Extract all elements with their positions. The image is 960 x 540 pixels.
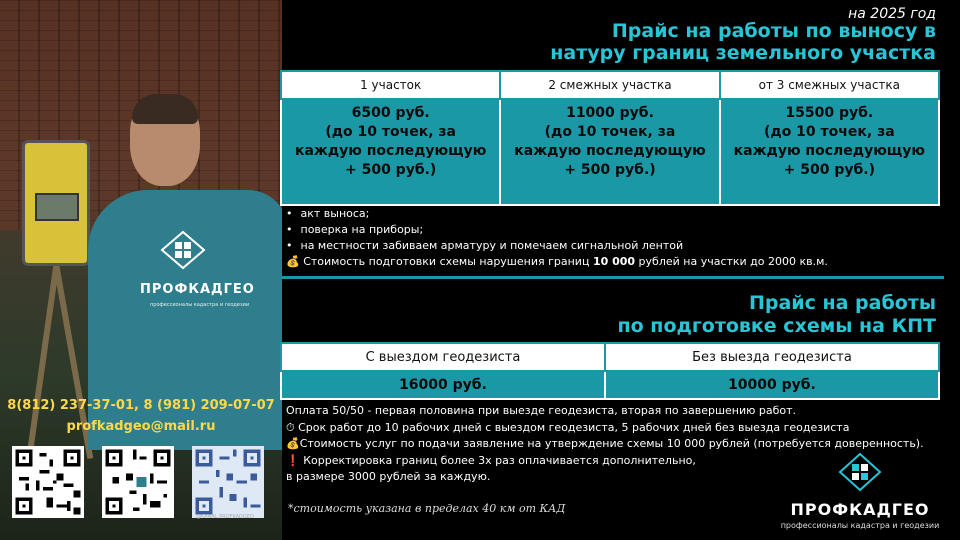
filing-text: Стоимость услуг по подачи заявление на утверждение схемы 10 000 рублей (потребуется доверенность). [299,437,924,450]
price-note: (до 10 точек, за каждую последующую + 500 руб.) [514,124,706,178]
shirt-logo-icon [160,230,206,270]
brand-logo-icon [838,452,882,492]
price-title-1 [550,20,936,64]
correction-note-line2: в размере 3000 рублей за каждую. [286,470,491,483]
price-title-2 [618,292,936,338]
contacts-block [0,398,282,434]
table-header-row [281,71,939,99]
qr-code-2[interactable] [102,446,174,518]
shirt-brand-text: ПРОФКАДГЕО [140,282,255,297]
title-line: по подготовке схемы на КПТ [617,315,936,337]
price-cell: 16000 руб. [281,371,605,399]
table-header-row [281,343,939,371]
price-value: 15500 руб. [785,105,874,121]
price-value: 11000 руб. [566,105,654,121]
stopwatch-icon: ⏱ [286,420,295,434]
column-header: 1 участок [281,71,500,99]
cost-note-suffix: рублей на участки до 2000 кв.м. [635,255,828,268]
title-line: Прайс на работы по выносу в [611,20,936,42]
price-note: (до 10 точек, за каждую последующую + 500 руб.) [294,124,487,178]
correction-text: Корректировка границ более 3х раз оплачивается дополнительно, [303,453,696,467]
total-station-icon [22,140,90,266]
price-cell [720,99,939,205]
brand-block [780,452,940,530]
shirt-brand-subtext: профессионалы кадастра и геодезии [150,302,250,308]
brand-tagline: профессионалы кадастра и геодезии [780,521,940,530]
included-services-list [286,206,828,270]
price-cell [500,99,719,205]
column-header: 2 смежных участка [500,71,719,99]
price-table-2 [280,342,940,400]
column-header: Без выезда геодезиста [605,343,939,371]
qr-code-3[interactable] [192,446,264,518]
list-item: • акт выноса; [286,206,828,222]
footnote: *стоимость указана в пределах 40 км от КАД [288,502,566,515]
exclamation-icon: ❗ [286,453,300,467]
column-header: от 3 смежных участка [720,71,939,99]
price-cell: 10000 руб. [605,371,939,399]
money-bag-icon: 💰 [286,255,300,268]
list-item: • на местности забиваем арматуру и помечаем сигнальной лентой [286,238,828,254]
section-divider [282,276,944,279]
price-cell [281,99,500,205]
price-table-1 [280,70,940,206]
cost-note-prefix: Стоимость подготовки схемы нарушения границ [303,255,593,268]
price-value: 6500 руб. [351,105,430,121]
phone-numbers[interactable]: 8(812) 237-37-01, 8 (981) 209-07-07 [7,398,275,413]
column-header: С выездом геодезиста [281,343,605,371]
list-item: • поверка на приборы; [286,222,828,238]
title-line: Прайс на работы [748,292,936,314]
email-link[interactable]: profkadgeo@mail.ru [66,419,216,434]
brand-name: ПРОФКАДГЕО [790,500,930,519]
table-row [281,371,939,399]
year-label: на 2025 год [848,6,936,22]
table-row [281,99,939,205]
qr-code-1[interactable] [12,446,84,518]
filing-note [286,436,924,453]
qr-caption: @KANAL PROFKADGEO [196,514,254,520]
price-note: (до 10 точек, за каждую последующую + 500 руб.) [733,124,926,178]
surveyor-hair [132,94,198,124]
cost-note-bold: 10 000 [592,255,636,268]
payment-note: Оплата 50/50 - первая половина при выезде геодезиста, вторая по завершению работ. [286,404,797,417]
money-bag-icon: 💰 [286,437,300,450]
title-line: натуру границ земельного участка [550,42,936,64]
cost-note [286,254,828,270]
term-note [286,420,924,437]
term-text: Срок работ до 10 рабочих дней с выездом геодезиста, 5 рабочих дней без выезда геодезиста [298,420,850,434]
